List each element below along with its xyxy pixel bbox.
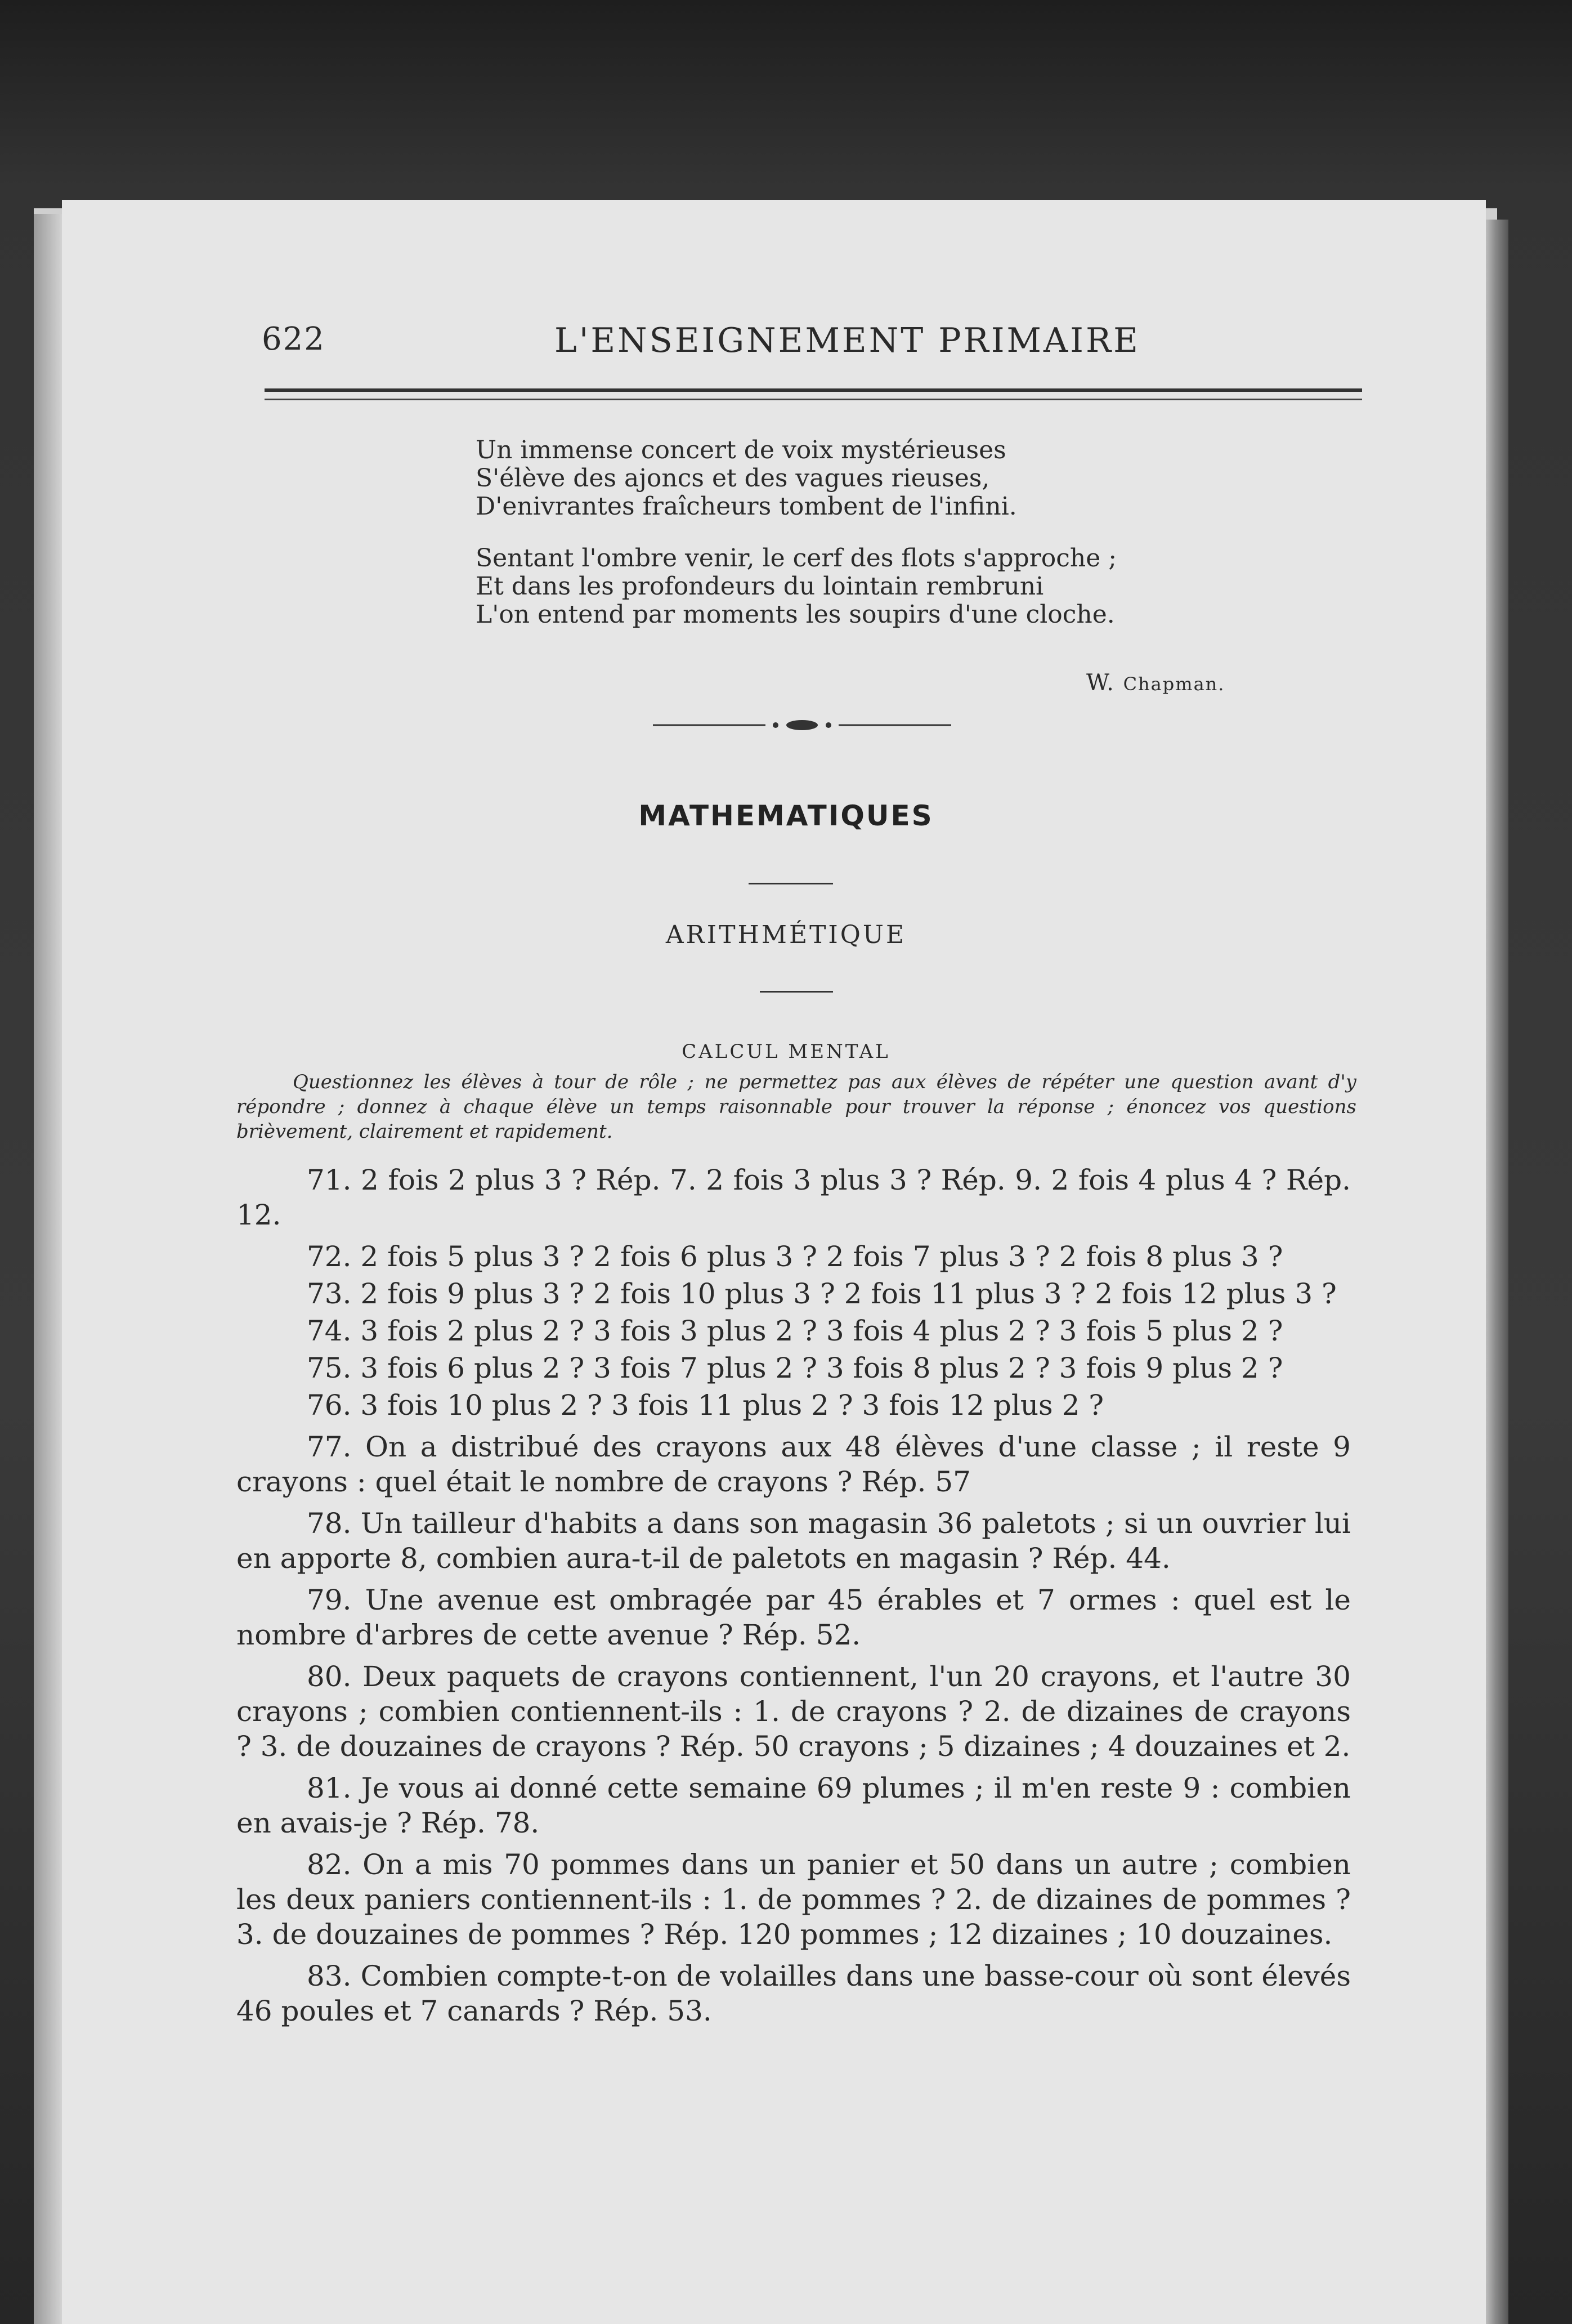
problem-item: 75. 3 fois 6 plus 2 ? 3 fois 7 plus 2 ? 3 fois 8 plus 2 ? 3 fois 9 plus 2 ? bbox=[307, 1352, 1283, 1384]
poem-line: Et dans les profondeurs du lointain rembruni bbox=[476, 572, 1044, 601]
poem-stanza bbox=[476, 544, 1207, 629]
problem-item: 79. Une avenue est ombragée par 45 érables et 7 ormes : quel est le nombre d'arbres de cette avenue ? Rép. 52. bbox=[236, 1584, 1351, 1651]
instructions-text: Questionnez les élèves à tour de rôle ; ne permettez pas aux élèves de répéter une question avant d'y répondre ; donnez à chaque élève un temps raisonnable pour trouver la réponse ; énoncez vos questions brièvement, clairement et rapidement. bbox=[236, 1071, 1356, 1143]
subsection-title: ARITHMÉTIQUE bbox=[665, 920, 907, 949]
poem-line: L'on entend par moments les soupirs d'une cloche. bbox=[476, 600, 1115, 629]
poem-line: S'élève des ajoncs et des vagues rieuses, bbox=[476, 464, 990, 493]
problem-item: 81. Je vous ai donné cette semaine 69 plumes ; il m'en reste 9 : combien en avais-je ? Rép. 78. bbox=[236, 1772, 1351, 1839]
poem-stanza bbox=[476, 436, 1207, 521]
instructions bbox=[236, 1070, 1356, 1144]
page-left-edge bbox=[34, 214, 65, 2324]
header-rule-thin bbox=[265, 399, 1362, 400]
problem-item: 72. 2 fois 5 plus 3 ? 2 fois 6 plus 3 ? 2 fois 7 plus 3 ? 2 fois 8 plus 3 ? bbox=[307, 1240, 1283, 1273]
poem-line: Sentant l'ombre venir, le cerf des flots s'approche ; bbox=[476, 544, 1117, 573]
title-rule bbox=[749, 883, 833, 884]
page-number: 622 bbox=[262, 321, 325, 357]
poem bbox=[476, 436, 1207, 652]
poem-author bbox=[1086, 670, 1225, 696]
section-title: MATHEMATIQUES bbox=[638, 799, 934, 832]
ornament-divider bbox=[653, 714, 951, 736]
problem-item: 77. On a distribué des crayons aux 48 élèves d'une classe ; il reste 9 crayons : quel était le nombre de crayons ? Rép. 57 bbox=[236, 1431, 1351, 1498]
problem-item: 76. 3 fois 10 plus 2 ? 3 fois 11 plus 2 ? 3 fois 12 plus 2 ? bbox=[307, 1389, 1104, 1422]
problem-item: 78. Un tailleur d'habits a dans son magasin 36 paletots ; si un ouvrier lui en apporte 8, combien aura-t-il de paletots en magasin ? Rép. 44. bbox=[236, 1507, 1351, 1575]
author-name: Chapman. bbox=[1123, 673, 1225, 695]
subtitle-rule bbox=[760, 991, 833, 993]
poem-line: Un immense concert de voix mystérieuses bbox=[476, 436, 1006, 464]
author-initial: W. bbox=[1086, 670, 1115, 696]
problem-item: 73. 2 fois 9 plus 3 ? 2 fois 10 plus 3 ? 2 fois 11 plus 3 ? 2 fois 12 plus 3 ? bbox=[307, 1277, 1337, 1310]
poem-line: D'enivrantes fraîcheurs tombent de l'infini. bbox=[476, 492, 1017, 521]
page-right-edge bbox=[1486, 220, 1508, 2324]
problem-item: 74. 3 fois 2 plus 2 ? 3 fois 3 plus 2 ? 3 fois 4 plus 2 ? 3 fois 5 plus 2 ? bbox=[307, 1315, 1283, 1347]
problem-list bbox=[236, 1163, 1351, 2035]
page-header bbox=[262, 321, 1365, 383]
problem-item: 82. On a mis 70 pommes dans un panier et 50 dans un autre ; combien les deux paniers contiennent-ils : 1. de pommes ? 2. de dizaines de pommes ? 3. de douzaines de pommes ? Rép. 120 pommes ; 12 dizaines ; 10 douzaines. bbox=[236, 1848, 1351, 1951]
problem-item: 80. Deux paquets de crayons contiennent, l'un 20 crayons, et l'autre 30 crayons ; combien contiennent-ils : 1. de crayons ? 2. de dizaines de crayons ? 3. de douzaines de crayons ? Rép. 50 crayons ; 5 dizaines ; 4 douzaines et 2. bbox=[236, 1660, 1351, 1763]
header-rule-thick bbox=[265, 388, 1362, 392]
problem-item: 83. Combien compte-t-on de volailles dans une basse-cour où sont élevés 46 poules et 7 canards ? Rép. 53. bbox=[236, 1960, 1351, 2027]
problem-item: 71. 2 fois 2 plus 3 ? Rép. 7. 2 fois 3 plus 3 ? Rép. 9. 2 fois 4 plus 4 ? Rép. 12. bbox=[236, 1164, 1351, 1231]
subsubsection-title: CALCUL MENTAL bbox=[682, 1040, 890, 1063]
running-head: L'ENSEIGNEMENT PRIMAIRE bbox=[554, 321, 1140, 360]
